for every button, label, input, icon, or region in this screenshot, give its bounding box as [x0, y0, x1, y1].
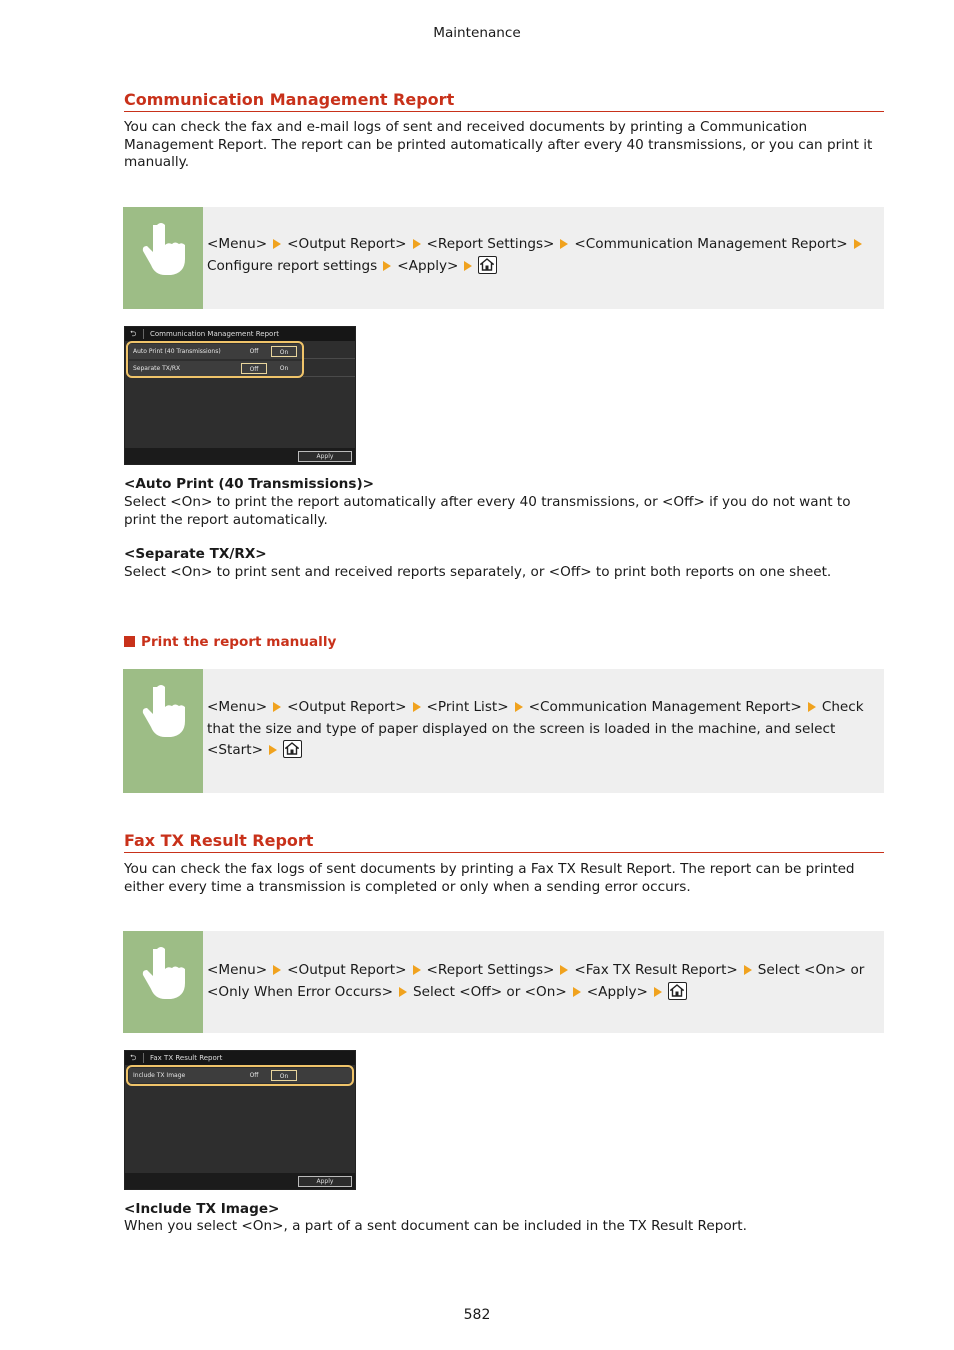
hand-touch-icon [123, 207, 203, 309]
section-title-fax-tx-report: Fax TX Result Report [124, 831, 884, 853]
step-menu: <Menu> [207, 236, 268, 252]
off-option[interactable]: Off [249, 348, 259, 355]
step-configure: Configure report settings [207, 258, 378, 274]
screen-title: Communication Management Report [150, 330, 279, 338]
section-title-comm-report: Communication Management Report [124, 90, 884, 112]
step-print-list: <Print List> [426, 699, 509, 715]
square-bullet-icon [124, 636, 135, 647]
step-comm-mgmt-report: <Communication Management Report> [528, 699, 802, 715]
step-output-report: <Output Report> [287, 699, 407, 715]
step-report-settings: <Report Settings> [426, 236, 555, 252]
fax-report-steps [207, 959, 880, 1003]
fax-report-steps-box [123, 931, 884, 1033]
term-include-tx-image: <Include TX Image> [124, 1201, 280, 1217]
step-select-off-on: Select <Off> or <On> [413, 984, 567, 1000]
off-option[interactable]: Off [249, 1072, 259, 1079]
comm-report-intro: You can check the fax and e-mail logs of sent and received documents by printing a Communication Management Report. The report can be printed automatically after every 40 transmissions, or you can print it manually. [124, 119, 873, 171]
subheading-print-manually: Print the report manually [124, 634, 336, 650]
step-apply: <Apply> [586, 984, 648, 1000]
arrow-icon [269, 745, 277, 755]
fax-report-intro: You can check the fax logs of sent documents by printing a Fax TX Result Report. The report can be printed either every time a transmission is completed or only when a sending error occurs. [124, 861, 855, 895]
home-icon [668, 982, 687, 1000]
hand-touch-icon [123, 931, 203, 1033]
desc-separate-txrx: Select <On> to print sent and received reports separately, or <Off> to print both reports on one sheet. [124, 564, 832, 580]
device-screen-fax-report [124, 1050, 356, 1190]
manual-steps [207, 697, 880, 762]
step-apply: <Apply> [397, 258, 459, 274]
arrow-icon [654, 987, 662, 997]
step-menu: <Menu> [207, 962, 268, 978]
highlight-frame [126, 341, 304, 378]
arrow-icon [560, 239, 568, 249]
arrow-icon [560, 965, 568, 975]
back-icon[interactable]: ⮌ [130, 329, 137, 338]
apply-button[interactable]: Apply [298, 1176, 352, 1187]
arrow-icon [573, 987, 581, 997]
arrow-icon [273, 702, 281, 712]
on-option[interactable]: On [279, 365, 289, 372]
screen-title-bar [125, 327, 355, 341]
setting-row-auto-print[interactable]: Auto Print (40 Transmissions) Off On [129, 344, 303, 359]
arrow-icon [413, 239, 421, 249]
off-option[interactable]: Off [241, 363, 267, 374]
screen-title-bar [125, 1051, 355, 1065]
hand-touch-icon [123, 669, 203, 793]
page-number: 582 [463, 1307, 491, 1323]
arrow-icon [273, 239, 281, 249]
arrow-icon [515, 702, 523, 712]
arrow-icon [273, 965, 281, 975]
desc-auto-print: Select <On> to print the report automatically after every 40 transmissions, or <Off> if you do not want to print the report automatically. [124, 494, 851, 528]
step-output-report: <Output Report> [287, 962, 407, 978]
setting-row-separate-txrx[interactable]: Separate TX/RX Off On [129, 361, 303, 376]
term-auto-print: <Auto Print (40 Transmissions)> [124, 476, 375, 492]
step-report-settings: <Report Settings> [426, 962, 555, 978]
step-comm-mgmt-report: <Communication Management Report> [574, 236, 848, 252]
home-icon [283, 740, 302, 758]
comm-report-steps-box [123, 207, 884, 309]
arrow-icon [383, 261, 391, 271]
step-fax-tx-result-report: <Fax TX Result Report> [574, 962, 738, 978]
arrow-icon [413, 702, 421, 712]
on-option[interactable]: On [271, 346, 297, 357]
device-screen-comm-report [124, 326, 356, 465]
screen-title: Fax TX Result Report [150, 1054, 223, 1062]
back-icon[interactable]: ⮌ [130, 1053, 137, 1062]
desc-include-tx-image: When you select <On>, a part of a sent document can be included in the TX Result Report. [124, 1218, 747, 1234]
arrow-icon [854, 239, 862, 249]
arrow-icon [808, 702, 816, 712]
setting-row-include-tx-image[interactable]: Include TX Image Off On [129, 1068, 353, 1083]
manual-steps-box [123, 669, 884, 793]
running-header: Maintenance [433, 25, 521, 41]
arrow-icon [464, 261, 472, 271]
step-start: <Start> [207, 742, 263, 758]
highlight-frame [126, 1065, 354, 1086]
step-menu: <Menu> [207, 699, 268, 715]
step-check-paper: Check that the size and type of paper displayed on the screen is loaded in the machine, and select [207, 699, 864, 737]
step-select-on-or-only: Select <On> or <Only When Error Occurs> [207, 962, 865, 1000]
apply-button[interactable]: Apply [298, 451, 352, 462]
arrow-icon [744, 965, 752, 975]
home-icon [478, 256, 497, 274]
arrow-icon [413, 965, 421, 975]
comm-report-steps [207, 233, 880, 277]
term-separate-txrx: <Separate TX/RX> [124, 546, 267, 562]
on-option[interactable]: On [271, 1070, 297, 1081]
arrow-icon [399, 987, 407, 997]
step-output-report: <Output Report> [287, 236, 407, 252]
